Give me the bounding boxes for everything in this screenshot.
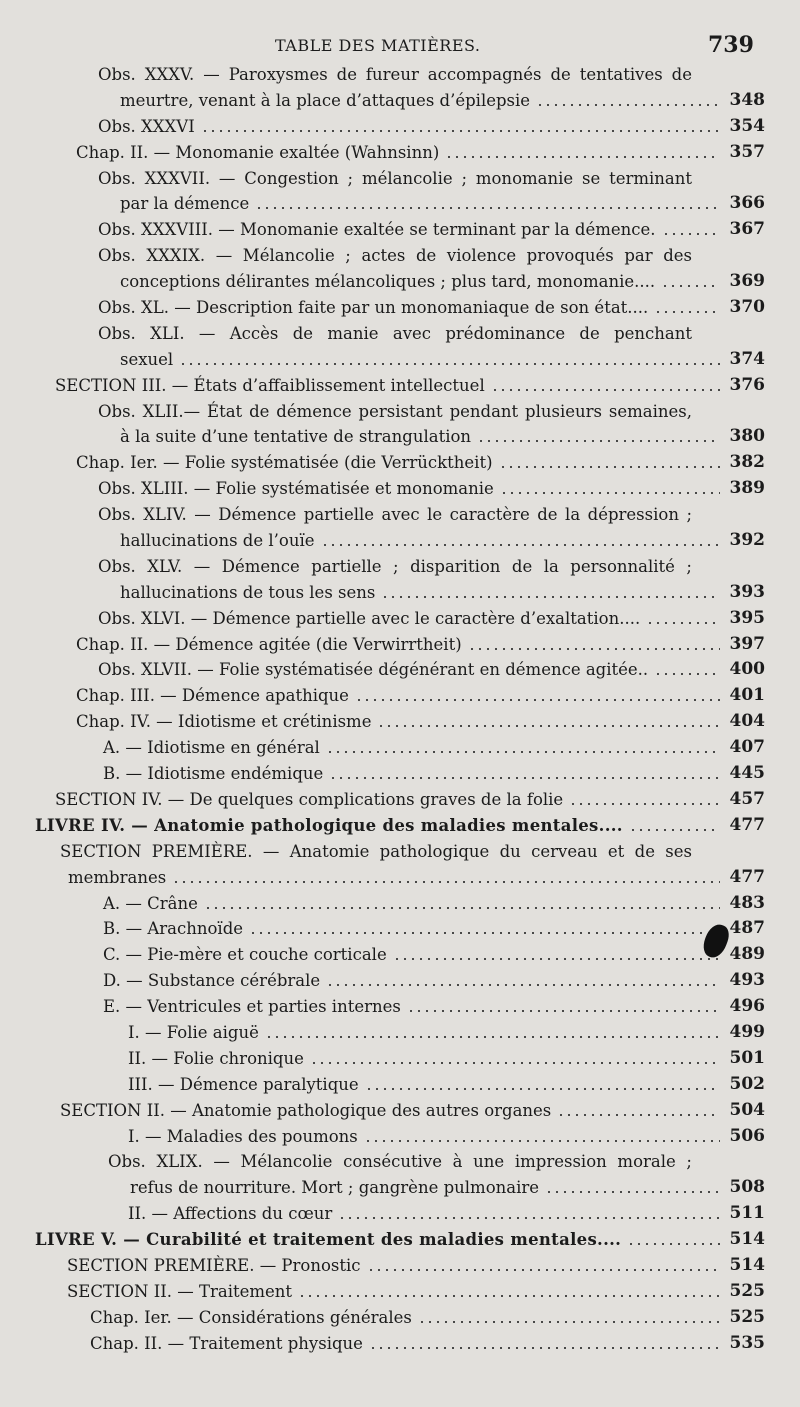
dot-leader [477,440,720,442]
dot-leader [298,1295,720,1297]
toc-entry-text: Chap. II. — Traitement physique [90,1331,367,1357]
toc-entry-text: SECTION IV. — De quelques complications graves de la folie [55,787,567,813]
toc-page-number: 483 [729,892,765,913]
toc-entry-text: conceptions délirantes mélancoliques ; plus tard, monomanie.... [120,269,659,295]
toc-line [0,1098,800,1124]
toc-page-number: 499 [729,1021,765,1042]
toc-page-number: 511 [729,1203,765,1224]
toc-page-number: 395 [729,607,765,628]
toc-page-number: 380 [729,426,765,447]
toc-line [0,114,800,140]
dot-leader [654,311,720,313]
toc-entry-text: Obs. XXXVIII. — Monomanie exaltée se terminant par la démence. [98,217,660,243]
toc-entry [0,839,800,891]
toc-page-number: 514 [729,1254,765,1275]
toc-entry-text: A. — Idiotisme en général [103,735,324,761]
dot-leader [364,1140,720,1142]
toc-entry [0,735,800,761]
dot-leader [249,932,720,934]
toc-entry-text: SECTION PREMIÈRE. — Pronostic [67,1253,365,1279]
toc-entry [0,114,800,140]
toc-entry [0,709,800,735]
toc-line [0,450,800,476]
toc-page-number: 477 [729,866,765,887]
toc-entry-text: III. — Démence paralytique [128,1072,363,1098]
toc-entry-text: I. — Maladies des poumons [128,1124,362,1150]
dot-leader [265,1036,720,1038]
toc-entry [0,1098,800,1124]
toc-entry-text: Obs. XLIV. — Démence partielle avec le caractère de la dépression ; [98,502,695,528]
table-of-contents [0,62,800,1357]
toc-entry-text: SECTION III. — États d’affaiblissement intellectuel [55,373,489,399]
header-title: TABLE DES MATIÈRES. [275,36,481,55]
toc-line [0,839,800,865]
dot-leader [491,389,720,391]
toc-page-number: 506 [729,1125,765,1146]
toc-page-number: 525 [729,1306,765,1327]
toc-line [0,295,800,321]
toc-entry [0,450,800,476]
toc-line [0,683,800,709]
toc-line [0,761,800,787]
toc-entry [0,1305,800,1331]
toc-line [0,891,800,917]
dot-leader [627,1243,720,1245]
toc-page-number: 477 [729,814,765,835]
toc-page-number: 376 [729,374,765,395]
dot-leader [654,673,720,675]
toc-entry [0,1227,800,1253]
toc-line [0,554,800,580]
toc-entry [0,1124,800,1150]
toc-line [0,580,800,606]
toc-entry [0,1279,800,1305]
toc-entry [0,1020,800,1046]
toc-page-number: 502 [729,1073,765,1094]
toc-entry [0,813,800,839]
toc-entry-text: sexuel [120,347,177,373]
dot-leader [326,984,720,986]
toc-line [0,217,800,243]
toc-entry-text: Obs. XLV. — Démence partielle ; disparition de la personnalité ; [98,554,695,580]
toc-page-number: 404 [729,711,765,732]
dot-leader [407,1010,720,1012]
toc-entry-text: Obs. XXXIX. — Mélancolie ; actes de violence provoqués par des [98,243,695,269]
toc-line [0,787,800,813]
toc-entry-text: B. — Idiotisme endémique [103,761,327,787]
toc-line [0,1253,800,1279]
toc-page-number: 501 [729,1047,765,1068]
toc-page-number: 525 [729,1280,765,1301]
toc-entry [0,502,800,554]
toc-entry-text: E. — Ventricules et parties internes [103,994,405,1020]
toc-entry [0,554,800,606]
toc-page-number: 407 [729,737,765,758]
toc-line [0,373,800,399]
toc-page-number: 493 [729,970,765,991]
toc-entry [0,787,800,813]
toc-line [0,813,800,839]
dot-leader [179,363,720,365]
toc-line [0,1331,800,1357]
toc-line [0,528,800,554]
toc-entry [0,968,800,994]
dot-leader [310,1062,720,1064]
toc-entry [0,476,800,502]
toc-entry [0,1253,800,1279]
dot-leader [536,104,720,106]
toc-entry-text: Chap. III. — Démence apathique [76,683,353,709]
toc-entry [0,62,800,114]
toc-line [0,632,800,658]
toc-entry [0,657,800,683]
toc-entry-text: Obs. XLII.— État de démence persistant pendant plusieurs semaines, [98,399,695,425]
dot-leader [629,829,720,831]
toc-line [0,1175,800,1201]
toc-entry [0,217,800,243]
toc-page-number: 369 [729,271,765,292]
toc-entry-text: Obs. XXXV. — Paroxysmes de fureur accompagnés de tentatives de [98,62,695,88]
toc-entry [0,606,800,632]
toc-entry-text: D. — Substance cérébrale [103,968,324,994]
toc-page-number: 374 [729,348,765,369]
toc-entry-text: Obs. XXXVII. — Congestion ; mélancolie ; monomanie se terminant [98,166,695,192]
toc-page-number: 535 [729,1332,765,1353]
toc-entry-text: A. — Crâne [103,891,202,917]
toc-line [0,1201,800,1227]
toc-entry [0,1331,800,1357]
toc-entry-text: Chap. II. — Monomanie exaltée (Wahnsinn) [76,140,443,166]
toc-line [0,166,800,192]
toc-entry-text: hallucinations de l’ouïe [120,528,319,554]
toc-entry-text: membranes [68,865,170,891]
toc-entry [0,243,800,295]
toc-line [0,606,800,632]
toc-entry-text: Obs. XXXVI [98,114,199,140]
toc-entry-text: Chap. II. — Démence agitée (die Verwirrtheit) [76,632,466,658]
toc-line [0,1124,800,1150]
toc-entry-text: par la démence [120,191,253,217]
toc-line [0,942,800,968]
toc-line [0,399,800,425]
dot-leader [661,285,720,287]
toc-entry [0,1149,800,1201]
toc-entry [0,891,800,917]
dot-leader [418,1321,720,1323]
toc-entry-text: SECTION II. — Anatomie pathologique des autres organes [60,1098,555,1124]
toc-line [0,968,800,994]
page-header [0,30,800,60]
toc-page-number: 382 [729,452,765,473]
toc-page-number: 496 [729,996,765,1017]
toc-entry-text: II. — Affections du cœur [128,1201,336,1227]
toc-entry [0,942,800,968]
dot-leader [201,130,720,132]
toc-entry-text: à la suite d’une tentative de strangulation [120,424,475,450]
toc-line [0,88,800,114]
toc-line [0,347,800,373]
toc-line [0,191,800,217]
toc-entry-text: Chap. Ier. — Folie systématisée (die Verrücktheit) [76,450,497,476]
toc-entry-text: Chap. Ier. — Considérations générales [90,1305,416,1331]
toc-page-number: 487 [729,918,765,939]
toc-page-number: 504 [729,1099,765,1120]
dot-leader [369,1347,720,1349]
dot-leader [468,648,720,650]
toc-line [0,1072,800,1098]
toc-entry-text: Obs. XLI. — Accès de manie avec prédominance de penchant [98,321,695,347]
dot-leader [204,907,720,909]
toc-page-number: 389 [729,478,765,499]
toc-entry-text: Chap. IV. — Idiotisme et crétinisme [76,709,375,735]
toc-page-number: 508 [729,1177,765,1198]
toc-line [0,243,800,269]
toc-page-number: 514 [729,1229,765,1250]
toc-line [0,1279,800,1305]
dot-leader [338,1217,720,1219]
toc-line [0,140,800,166]
toc-line [0,1305,800,1331]
toc-page-number: 354 [729,115,765,136]
toc-entry-text: SECTION PREMIÈRE. — Anatomie pathologique du cerveau et de ses [60,839,695,865]
toc-entry [0,761,800,787]
toc-entry [0,166,800,218]
toc-page-number: 367 [729,219,765,240]
header-page-number: 739 [708,32,754,58]
dot-leader [545,1191,720,1193]
dot-leader [662,233,720,235]
dot-leader [569,803,720,805]
toc-entry [0,399,800,451]
dot-leader [499,466,720,468]
dot-leader [255,207,720,209]
toc-line [0,709,800,735]
toc-entry [0,1046,800,1072]
toc-entry-text: B. — Arachnoïde [103,916,247,942]
toc-line [0,476,800,502]
toc-entry [0,994,800,1020]
toc-line [0,269,800,295]
toc-line [0,1020,800,1046]
dot-leader [445,156,720,158]
toc-entry [0,295,800,321]
toc-line [0,657,800,683]
toc-entry [0,373,800,399]
toc-line [0,1227,800,1253]
toc-entry-text: Obs. XL. — Description faite par un monomaniaque de son état.... [98,295,652,321]
dot-leader [326,751,720,753]
toc-page-number: 397 [729,633,765,654]
toc-entry-text: Obs. XLIX. — Mélancolie consécutive à une impression morale ; [108,1149,695,1175]
toc-page-number: 370 [729,297,765,318]
dot-leader [381,596,720,598]
toc-entry [0,1072,800,1098]
toc-line [0,321,800,347]
toc-entry-text: SECTION II. — Traitement [67,1279,296,1305]
toc-line [0,735,800,761]
toc-page-number: 366 [729,193,765,214]
toc-entry-text: meurtre, venant à la place d’attaques d’épilepsie [120,88,534,114]
toc-entry-text: LIVRE V. — Curabilité et traitement des maladies mentales.... [35,1227,625,1253]
toc-page-number: 393 [729,581,765,602]
toc-page-number: 357 [729,141,765,162]
toc-entry [0,1201,800,1227]
toc-entry-text: II. — Folie chronique [128,1046,308,1072]
dot-leader [557,1114,720,1116]
toc-line [0,424,800,450]
toc-line [0,1149,800,1175]
toc-entry [0,140,800,166]
toc-entry-text: Obs. XLVI. — Démence partielle avec le caractère d’exaltation.... [98,606,644,632]
toc-line [0,994,800,1020]
toc-entry-text: C. — Pie-mère et couche corticale [103,942,391,968]
toc-page-number: 489 [729,944,765,965]
dot-leader [355,699,720,701]
dot-leader [329,777,720,779]
toc-entry [0,916,800,942]
toc-line [0,62,800,88]
toc-page-number: 457 [729,788,765,809]
dot-leader [393,958,720,960]
dot-leader [365,1088,720,1090]
toc-line [0,865,800,891]
dot-leader [321,544,720,546]
toc-line [0,502,800,528]
toc-line [0,916,800,942]
toc-page-number: 400 [729,659,765,680]
toc-entry [0,632,800,658]
dot-leader [377,725,720,727]
toc-entry-text: LIVRE IV. — Anatomie pathologique des maladies mentales.... [35,813,627,839]
toc-page-number: 401 [729,685,765,706]
dot-leader [646,622,720,624]
dot-leader [172,881,720,883]
toc-line [0,1046,800,1072]
toc-page-number: 445 [729,763,765,784]
toc-entry-text: hallucinations de tous les sens [120,580,379,606]
toc-entry-text: Obs. XLVII. — Folie systématisée dégénérant en démence agitée.. [98,657,652,683]
toc-page-number: 348 [729,89,765,110]
toc-entry [0,683,800,709]
toc-entry-text: I. — Folie aiguë [128,1020,263,1046]
dot-leader [500,492,720,494]
toc-entry-text: Obs. XLIII. — Folie systématisée et monomanie [98,476,498,502]
dot-leader [367,1269,720,1271]
toc-entry [0,321,800,373]
toc-page-number: 392 [729,530,765,551]
toc-entry-text: refus de nourriture. Mort ; gangrène pulmonaire [130,1175,543,1201]
